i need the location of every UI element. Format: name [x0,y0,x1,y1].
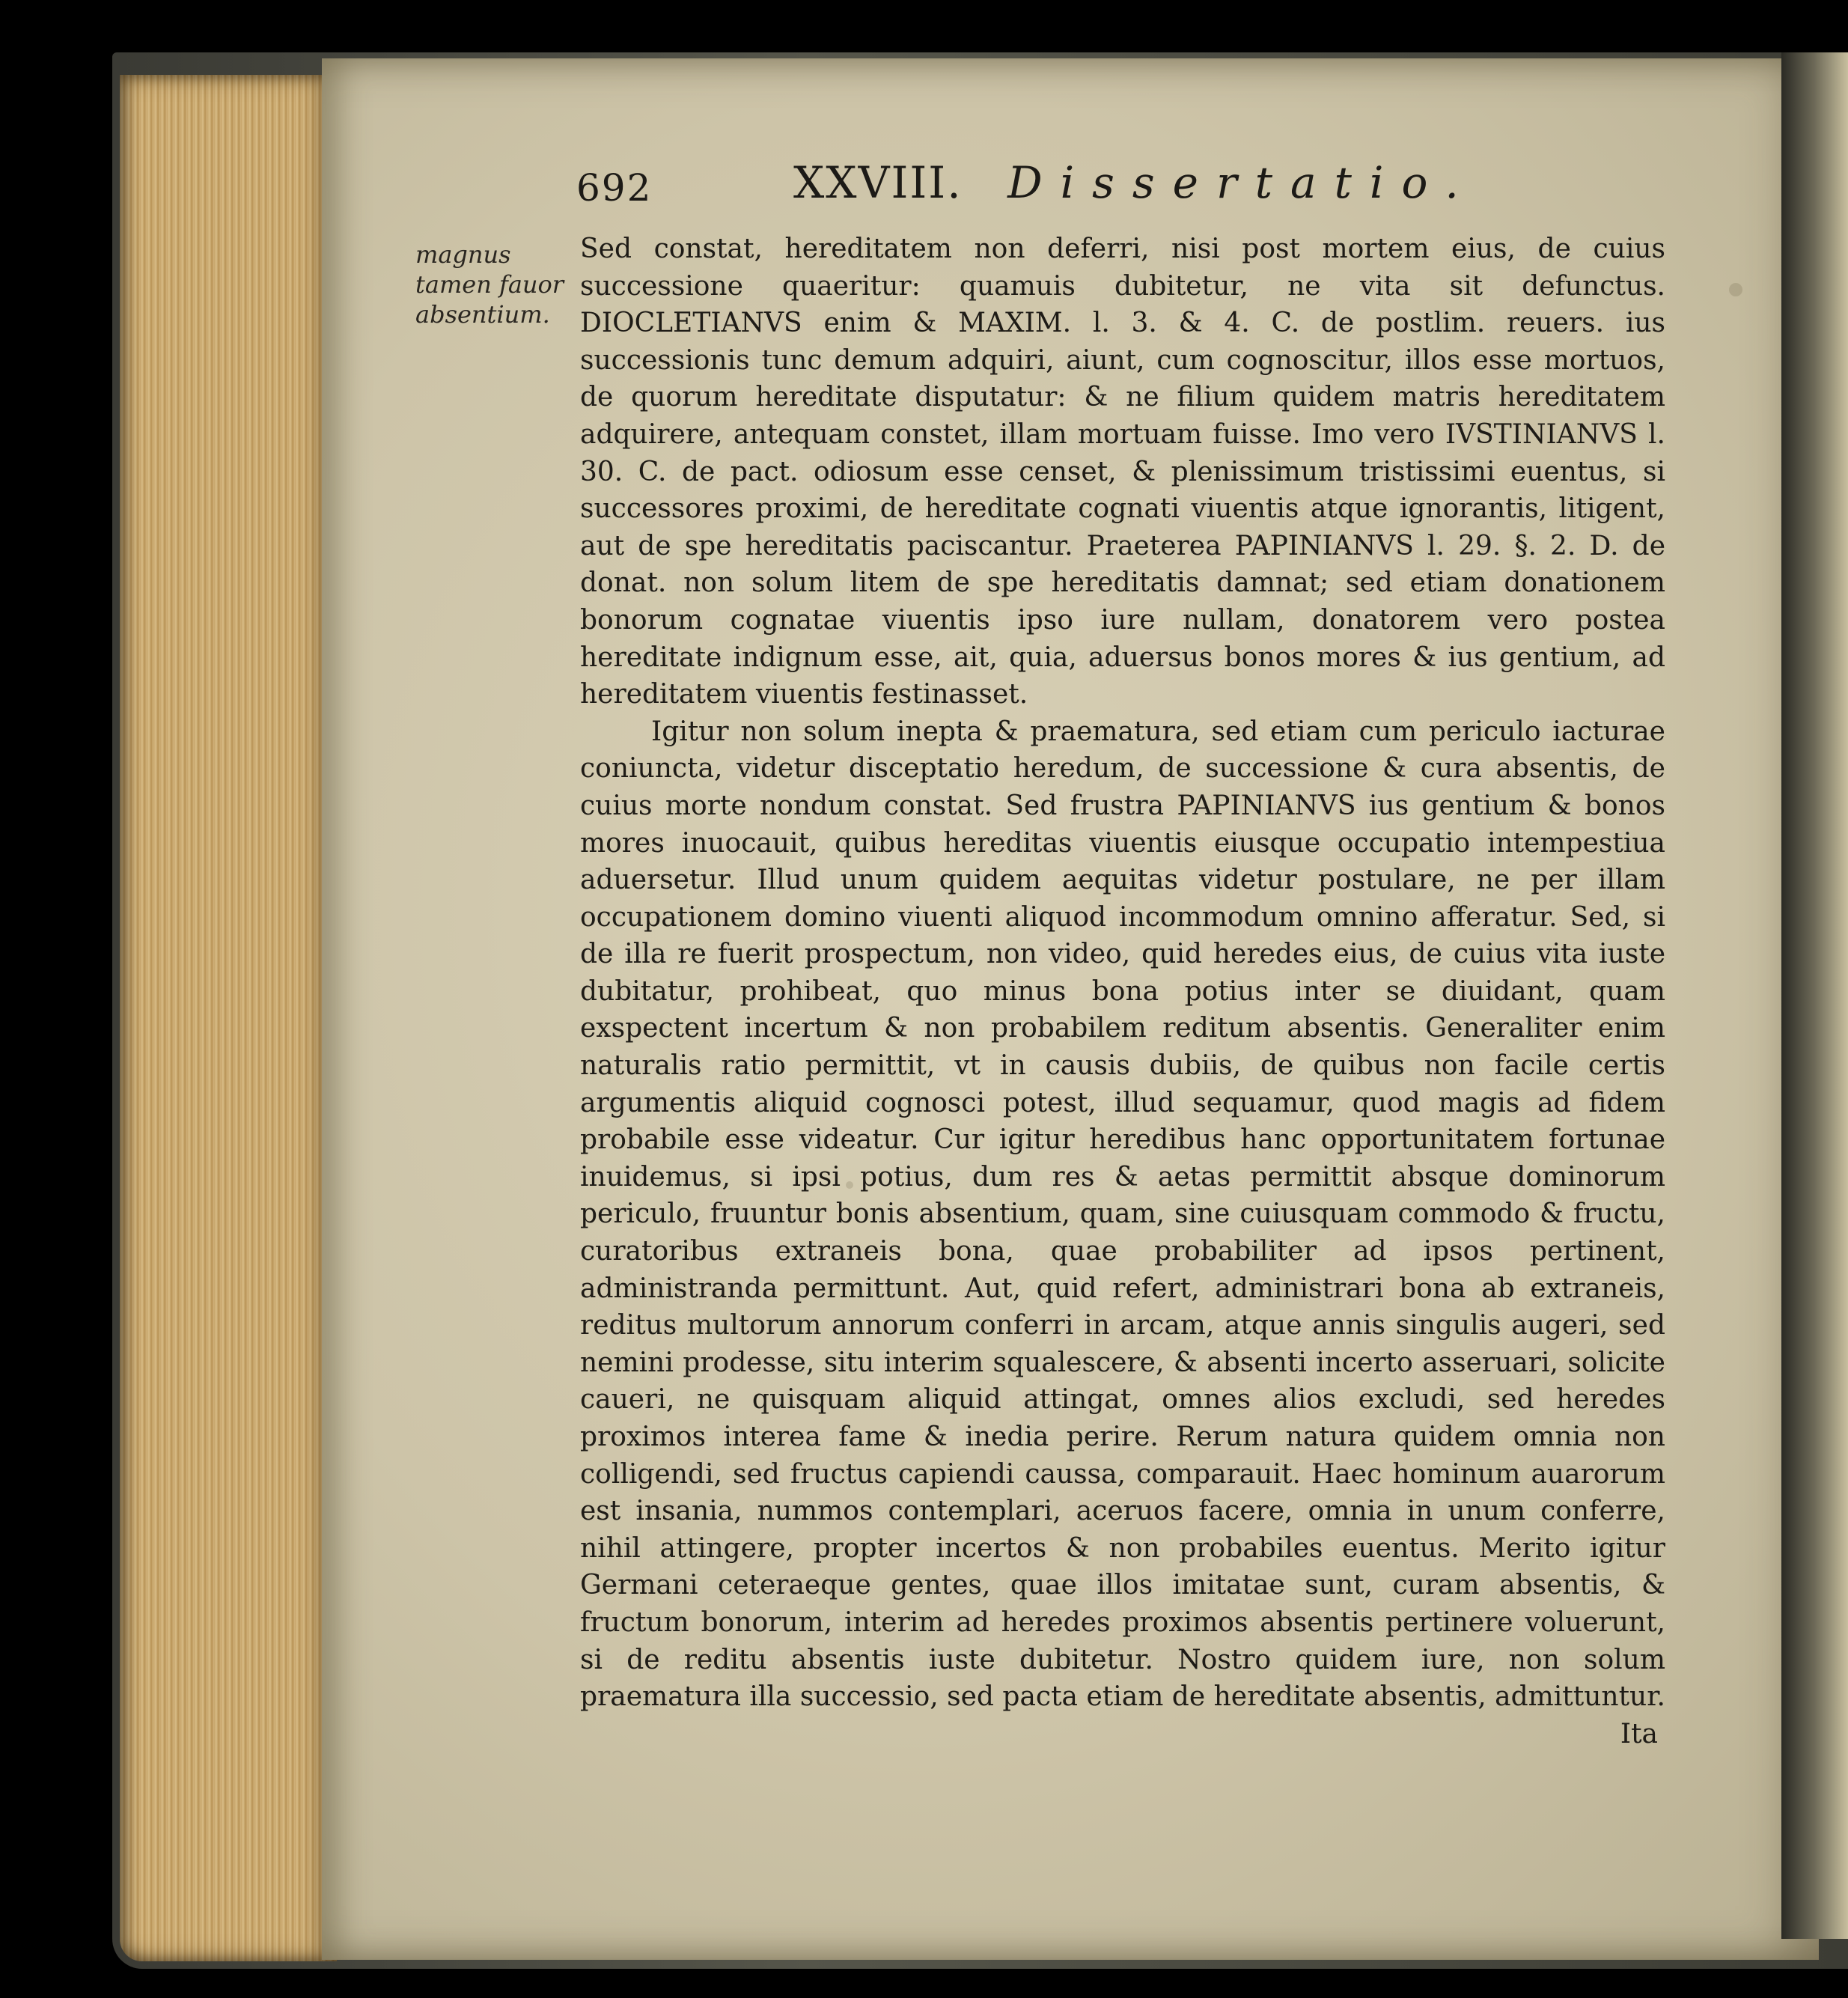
body-text [580,231,1665,1752]
running-head [576,157,1624,217]
paragraph-1: Sed constat, hereditatem non deferri, nisi post mortem eius, de cuius successione quaeritur: quamuis dubitetur, ne vita sit defunctus. DIOCLETIANVS enim & MAXIM. l. 3. & 4. C. de postlim. reuers. ius successionis tunc demum adquiri, aiunt, cum cognoscitur, illos esse mortuos, de quorum hereditate disputatur: & ne filium quidem matris hereditatem adquirere, antequam constet, illam mortuam fuisse. Imo vero IVSTINIANVS l. 30. C. de pact. odiosum esse censet, & plenissimum tristissimi euentus, si successores proximi, de hereditate cognati viuentis atque ignorantis, litigent, aut de spe hereditatis paciscantur. Praeterea PAPINIANVS l. 29. §. 2. D. de donat. non solum litem de spe hereditatis damnat; sed etiam donationem bonorum cognatae viuentis ipso iure nullam, donatorem vero postea hereditate indignum esse, ait, quia, aduersus bonos mores & ius gentium, ad hereditatem viuentis festinasset. [580,234,1665,710]
chapter-numeral: XXVIII. [793,157,963,208]
book-gutter [1781,52,1848,1939]
page-number: 692 [576,166,653,210]
page-edges [120,75,337,1961]
running-title [793,157,1477,208]
paper-spot [1729,283,1742,296]
paragraph-2: Igitur non solum inepta & praematura, sed etiam cum periculo iacturae coniuncta, videtur disceptatio heredum, de successione & cura absentis, de cuius morte nondum constat. Sed frustra PAPINIANVS ius gentium & bonos mores inuocauit, quibus hereditas viuentis eiusque occupatio intempestiua aduersetur. Illud unum quidem aequitas videtur postulare, ne per illam occupationem domino viuenti aliquod incommodum omnino afferatur. Sed, si de illa re fuerit prospectum, non video, quid heredes eius, de cuius vita iuste dubitatur, prohibeat, quo minus bona potius inter se diuidant, quam exspectent incertum & non probabilem reditum absentis. Generaliter enim naturalis ratio permittit, vt in causis dubiis, de quibus non facile certis argumentis aliquid cognosci potest, illud sequamur, quod magis ad fidem probabile esse videatur. Cur igitur heredibus hanc opportunitatem fortunae inuidemus, si ipsi potius, dum res & aetas permittit absque dominorum periculo, fruuntur bonis absentium, quam, sine cuiusquam commodo & fructu, curatoribus extraneis bona, quae probabiliter ad ipsos pertinent, administranda permittunt. Aut, quid refert, administrari bona ab extraneis, reditus multorum annorum conferri in arcam, atque annis singulis augeri, sed nemini prodesse, situ interim squalescere, & absenti incerto asseruari, solicite caueri, ne quisquam aliquid attingat, omnes alios excludi, sed heredes proximos interea fame & inedia perire. Rerum natura quidem omnia non colligendi, sed fructus capiendi caussa, comparauit. Haec hominum auarorum est insania, nummos contemplari, aceruos facere, omnia in unum conferre, nihil attingere, propter incertos & non probabiles euentus. Merito igitur Germani ceteraeque gentes, quae illos imitatae sunt, curam absentis, & fructum bonorum, interim ad heredes proximos absentis pertinere voluerunt, si de reditu absentis iuste dubitetur. Nostro quidem iure, non solum praematura illa successio, sed pacta etiam de hereditate absentis, admittuntur. [580,716,1665,1713]
catchword: Ita [1620,1718,1658,1749]
chapter-title: Dissertatio. [1007,157,1477,208]
margin-note: magnus tamen fauor absentium. [415,240,564,329]
